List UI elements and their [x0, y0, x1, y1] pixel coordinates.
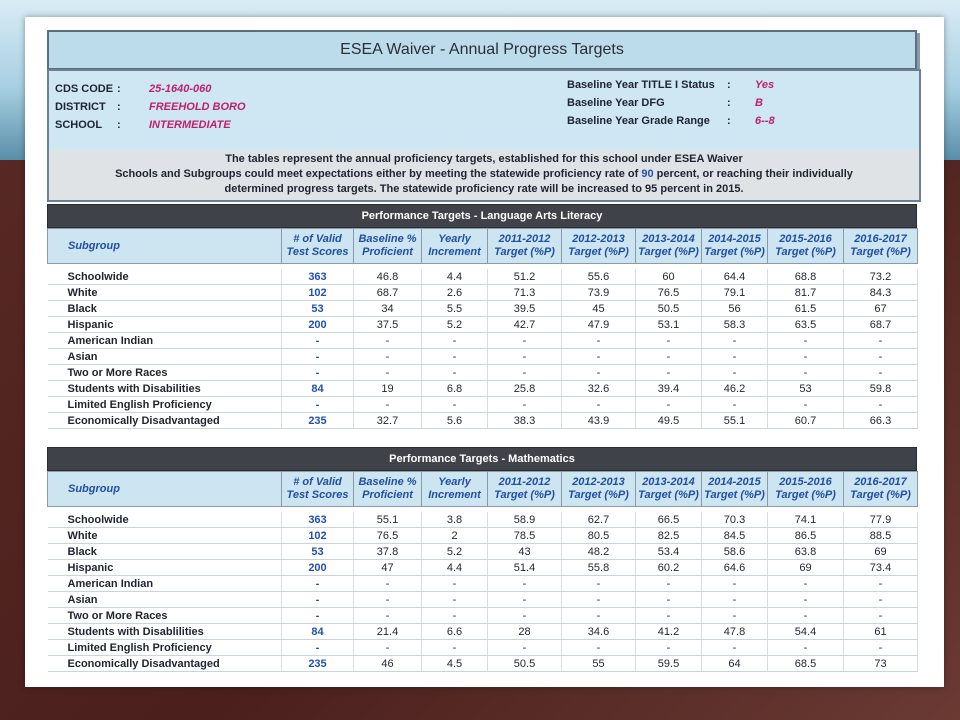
table-cell: -: [636, 349, 702, 365]
table-cell: 102: [282, 285, 354, 301]
table-cell: 55.6: [562, 269, 636, 285]
info-row-school: SCHOOL : INTERMEDIATE: [55, 119, 246, 137]
table-cell: 39.4: [636, 381, 702, 397]
table-cell: -: [562, 397, 636, 413]
table-cell: 5.2: [422, 317, 488, 333]
table-cell: -: [702, 608, 768, 624]
table-cell: -: [282, 592, 354, 608]
table-cell: 68.7: [354, 285, 422, 301]
table-cell: -: [282, 397, 354, 413]
table-cell: -: [562, 640, 636, 656]
math-header-row: [48, 472, 918, 507]
lal-col-header-0: Subgroup: [48, 229, 282, 264]
table-cell: -: [282, 333, 354, 349]
table-cell: 51.2: [488, 269, 562, 285]
table-cell: 76.5: [636, 285, 702, 301]
table-cell: 42.7: [488, 317, 562, 333]
table-cell: -: [702, 576, 768, 592]
table-cell: 41.2: [636, 624, 702, 640]
table-cell: -: [636, 608, 702, 624]
table-cell: -: [488, 640, 562, 656]
table-cell: 60.2: [636, 560, 702, 576]
cds-code-value: 25-1640-060: [149, 83, 212, 95]
table-cell: 68.7: [844, 317, 918, 333]
table-cell: 81.7: [768, 285, 844, 301]
table-cell: 102: [282, 528, 354, 544]
table-cell: 80.5: [562, 528, 636, 544]
table-cell: -: [562, 608, 636, 624]
table-cell: -: [844, 592, 918, 608]
table-cell: 62.7: [562, 512, 636, 528]
table-cell: -: [422, 397, 488, 413]
table-cell: 34.6: [562, 624, 636, 640]
lal-header-row: [48, 229, 918, 264]
math-col-header-2: Baseline % Proficient: [354, 472, 422, 507]
table-cell: 53: [768, 381, 844, 397]
table-cell: -: [354, 576, 422, 592]
table-cell: 235: [282, 413, 354, 429]
table-cell: 3.8: [422, 512, 488, 528]
math-targets-table: [47, 471, 918, 672]
table-cell: -: [562, 592, 636, 608]
table-cell: 235: [282, 656, 354, 672]
table-cell: -: [488, 592, 562, 608]
grade-range-value: 6--8: [755, 115, 775, 127]
table-cell: 84: [282, 381, 354, 397]
math-col-header-5: 2012-2013 Target (%P): [562, 472, 636, 507]
subgroup-name: Students with Disabilities: [48, 381, 282, 397]
table-cell: -: [844, 365, 918, 381]
table-cell: 69: [844, 544, 918, 560]
lal-col-header-1: # of Valid Test Scores: [282, 229, 354, 264]
table-cell: 66.3: [844, 413, 918, 429]
subgroup-name: Economically Disadvantaged: [48, 656, 282, 672]
page-title: ESEA Waiver - Annual Progress Targets: [47, 30, 917, 70]
table-cell: 69: [768, 560, 844, 576]
table-cell: -: [768, 592, 844, 608]
lal-col-header-6: 2013-2014 Target (%P): [636, 229, 702, 264]
table-cell: -: [422, 576, 488, 592]
subgroup-name: White: [48, 285, 282, 301]
table-cell: 363: [282, 512, 354, 528]
table-cell: 53.1: [636, 317, 702, 333]
table-row: [48, 608, 918, 624]
lal-table-heading: Performance Targets - Language Arts Literacy: [47, 204, 917, 228]
table-row: [48, 544, 918, 560]
table-row: [48, 397, 918, 413]
baseline-info: [567, 79, 775, 133]
table-cell: 6.8: [422, 381, 488, 397]
table-cell: -: [562, 576, 636, 592]
subgroup-name: Limited English Proficiency: [48, 640, 282, 656]
table-cell: -: [282, 608, 354, 624]
table-cell: -: [488, 397, 562, 413]
table-row: [48, 285, 918, 301]
table-cell: -: [562, 349, 636, 365]
math-table-heading: Performance Targets - Mathematics: [47, 447, 917, 471]
table-cell: 58.3: [702, 317, 768, 333]
table-cell: 32.6: [562, 381, 636, 397]
table-cell: -: [636, 592, 702, 608]
table-cell: -: [422, 365, 488, 381]
table-cell: 28: [488, 624, 562, 640]
table-cell: -: [488, 365, 562, 381]
table-cell: -: [768, 349, 844, 365]
table-row: [48, 365, 918, 381]
table-cell: 84: [282, 624, 354, 640]
table-cell: -: [422, 592, 488, 608]
table-row: [48, 624, 918, 640]
table-cell: -: [422, 349, 488, 365]
table-cell: -: [844, 640, 918, 656]
table-row: [48, 640, 918, 656]
table-cell: -: [282, 640, 354, 656]
lal-col-header-8: 2015-2016 Target (%P): [768, 229, 844, 264]
table-cell: 46: [354, 656, 422, 672]
table-cell: -: [768, 608, 844, 624]
table-cell: 73.2: [844, 269, 918, 285]
table-cell: 51.4: [488, 560, 562, 576]
table-cell: 200: [282, 560, 354, 576]
table-cell: 43.9: [562, 413, 636, 429]
table-cell: 64.6: [702, 560, 768, 576]
info-row-grade-range: Baseline Year Grade Range : 6--8: [567, 115, 775, 133]
table-cell: 4.4: [422, 560, 488, 576]
table-cell: -: [354, 640, 422, 656]
table-cell: 50.5: [488, 656, 562, 672]
table-row: [48, 333, 918, 349]
table-cell: 4.4: [422, 269, 488, 285]
table-cell: 53.4: [636, 544, 702, 560]
table-cell: -: [844, 397, 918, 413]
table-cell: 39.5: [488, 301, 562, 317]
lal-col-header-3: Yearly Increment: [422, 229, 488, 264]
table-cell: -: [702, 640, 768, 656]
table-cell: 4.5: [422, 656, 488, 672]
table-cell: -: [702, 365, 768, 381]
district-value: FREEHOLD BORO: [149, 101, 246, 113]
school-info-box: [47, 69, 921, 157]
table-cell: 5.6: [422, 413, 488, 429]
math-table-section: [47, 447, 917, 672]
table-cell: 55.1: [354, 512, 422, 528]
table-row: [48, 592, 918, 608]
table-cell: 53: [282, 301, 354, 317]
table-cell: 73.9: [562, 285, 636, 301]
math-col-header-6: 2013-2014 Target (%P): [636, 472, 702, 507]
lal-col-header-7: 2014-2015 Target (%P): [702, 229, 768, 264]
table-cell: -: [768, 397, 844, 413]
table-cell: 55.8: [562, 560, 636, 576]
subgroup-name: White: [48, 528, 282, 544]
table-cell: 2.6: [422, 285, 488, 301]
table-cell: 363: [282, 269, 354, 285]
table-cell: -: [844, 608, 918, 624]
table-cell: 5.5: [422, 301, 488, 317]
table-cell: 49.5: [636, 413, 702, 429]
table-row: [48, 301, 918, 317]
table-cell: -: [488, 576, 562, 592]
table-cell: 61: [844, 624, 918, 640]
table-row: [48, 381, 918, 397]
table-cell: 48.2: [562, 544, 636, 560]
lal-col-header-5: 2012-2013 Target (%P): [562, 229, 636, 264]
table-cell: 56: [702, 301, 768, 317]
table-row: [48, 317, 918, 333]
math-col-header-4: 2011-2012 Target (%P): [488, 472, 562, 507]
table-cell: 67: [844, 301, 918, 317]
table-cell: -: [768, 640, 844, 656]
subgroup-name: Black: [48, 544, 282, 560]
table-cell: 47: [354, 560, 422, 576]
table-cell: 73: [844, 656, 918, 672]
table-cell: 46.2: [702, 381, 768, 397]
subgroup-name: Economically Disadvantaged: [48, 413, 282, 429]
subgroup-name: Hispanic: [48, 560, 282, 576]
table-row: [48, 269, 918, 285]
info-row-title1: Baseline Year TITLE I Status : Yes: [567, 79, 775, 97]
table-cell: 2: [422, 528, 488, 544]
subgroup-name: Limited English Proficiency: [48, 397, 282, 413]
table-cell: -: [562, 365, 636, 381]
lal-col-header-2: Baseline % Proficient: [354, 229, 422, 264]
table-cell: 32.7: [354, 413, 422, 429]
table-cell: 19: [354, 381, 422, 397]
table-row: [48, 413, 918, 429]
table-cell: 53: [282, 544, 354, 560]
table-row: [48, 576, 918, 592]
table-cell: 60: [636, 269, 702, 285]
math-col-header-0: Subgroup: [48, 472, 282, 507]
table-cell: -: [636, 333, 702, 349]
school-value: INTERMEDIATE: [149, 119, 231, 131]
table-cell: 200: [282, 317, 354, 333]
table-cell: -: [636, 640, 702, 656]
table-cell: 5.2: [422, 544, 488, 560]
table-cell: -: [354, 608, 422, 624]
table-cell: 43: [488, 544, 562, 560]
table-cell: -: [702, 592, 768, 608]
table-cell: 34: [354, 301, 422, 317]
table-cell: 68.5: [768, 656, 844, 672]
math-col-header-7: 2014-2015 Target (%P): [702, 472, 768, 507]
table-cell: 79.1: [702, 285, 768, 301]
table-cell: 6.6: [422, 624, 488, 640]
table-cell: 45: [562, 301, 636, 317]
table-cell: 59.5: [636, 656, 702, 672]
table-cell: 88.5: [844, 528, 918, 544]
table-cell: 74.1: [768, 512, 844, 528]
math-col-header-9: 2016-2017 Target (%P): [844, 472, 918, 507]
table-cell: -: [702, 397, 768, 413]
table-cell: 64.4: [702, 269, 768, 285]
table-cell: -: [354, 365, 422, 381]
math-col-header-8: 2015-2016 Target (%P): [768, 472, 844, 507]
info-row-district: DISTRICT : FREEHOLD BORO: [55, 101, 246, 119]
table-cell: -: [768, 333, 844, 349]
subgroup-name: American Indian: [48, 576, 282, 592]
table-cell: -: [354, 397, 422, 413]
table-cell: 37.8: [354, 544, 422, 560]
math-col-header-3: Yearly Increment: [422, 472, 488, 507]
table-cell: 46.8: [354, 269, 422, 285]
table-cell: -: [422, 608, 488, 624]
table-row: [48, 512, 918, 528]
table-cell: 71.3: [488, 285, 562, 301]
table-cell: 70.3: [702, 512, 768, 528]
table-cell: -: [636, 576, 702, 592]
table-cell: 47.9: [562, 317, 636, 333]
table-cell: 63.8: [768, 544, 844, 560]
subgroup-name: American Indian: [48, 333, 282, 349]
table-cell: 50.5: [636, 301, 702, 317]
table-cell: 58.6: [702, 544, 768, 560]
subgroup-name: Two or More Races: [48, 365, 282, 381]
table-cell: -: [422, 333, 488, 349]
table-cell: -: [282, 349, 354, 365]
lal-col-header-4: 2011-2012 Target (%P): [488, 229, 562, 264]
table-cell: -: [768, 365, 844, 381]
table-cell: 54.4: [768, 624, 844, 640]
document-sheet: [25, 17, 944, 687]
table-cell: -: [488, 349, 562, 365]
title1-status-value: Yes: [755, 79, 775, 91]
table-cell: 77.9: [844, 512, 918, 528]
table-cell: -: [844, 349, 918, 365]
table-cell: 73.4: [844, 560, 918, 576]
table-cell: 68.8: [768, 269, 844, 285]
school-identity: [55, 83, 246, 137]
lal-targets-table: [47, 228, 918, 429]
table-cell: -: [282, 576, 354, 592]
statewide-rate: 90: [641, 168, 654, 180]
table-cell: -: [844, 576, 918, 592]
table-cell: 84.5: [702, 528, 768, 544]
table-cell: 55: [562, 656, 636, 672]
info-row-cds: CDS CODE : 25-1640-060: [55, 83, 246, 101]
table-cell: -: [636, 397, 702, 413]
table-cell: -: [354, 333, 422, 349]
table-cell: -: [844, 333, 918, 349]
table-cell: 47.8: [702, 624, 768, 640]
table-cell: 61.5: [768, 301, 844, 317]
subgroup-name: Black: [48, 301, 282, 317]
table-row: [48, 528, 918, 544]
table-cell: 84.3: [844, 285, 918, 301]
explanation-note: The tables represent the annual proficiency targets, established for this school under ESEA Waiver Schools and Subgroups could meet expectations either by meeting the statewide proficiency rate of 90 percent, or reaching their individually determined progress targets. The statewide proficiency rate will be increased to 95 percent in 2015.: [47, 150, 921, 202]
table-cell: 76.5: [354, 528, 422, 544]
table-cell: -: [488, 333, 562, 349]
subgroup-name: Students with Disablilities: [48, 624, 282, 640]
subgroup-name: Hispanic: [48, 317, 282, 333]
table-cell: -: [282, 365, 354, 381]
lal-table-section: [47, 204, 917, 429]
table-cell: -: [488, 608, 562, 624]
info-row-dfg: Baseline Year DFG : B: [567, 97, 775, 115]
lal-col-header-9: 2016-2017 Target (%P): [844, 229, 918, 264]
table-cell: 21.4: [354, 624, 422, 640]
table-row: [48, 349, 918, 365]
subgroup-name: Two or More Races: [48, 608, 282, 624]
table-cell: -: [702, 349, 768, 365]
table-cell: 63.5: [768, 317, 844, 333]
table-cell: -: [354, 349, 422, 365]
table-cell: -: [702, 333, 768, 349]
table-cell: -: [636, 365, 702, 381]
table-cell: -: [422, 640, 488, 656]
table-cell: 25.8: [488, 381, 562, 397]
table-cell: -: [354, 592, 422, 608]
table-cell: 60.7: [768, 413, 844, 429]
table-cell: 58.9: [488, 512, 562, 528]
table-row: [48, 560, 918, 576]
table-cell: 59.8: [844, 381, 918, 397]
math-col-header-1: # of Valid Test Scores: [282, 472, 354, 507]
subgroup-name: Asian: [48, 349, 282, 365]
table-cell: -: [768, 576, 844, 592]
table-cell: 66.5: [636, 512, 702, 528]
table-cell: 78.5: [488, 528, 562, 544]
table-cell: 82.5: [636, 528, 702, 544]
dfg-value: B: [755, 97, 763, 109]
table-row: [48, 656, 918, 672]
subgroup-name: Asian: [48, 592, 282, 608]
table-cell: 37.5: [354, 317, 422, 333]
subgroup-name: Schoolwide: [48, 512, 282, 528]
table-cell: 38.3: [488, 413, 562, 429]
table-cell: 86.5: [768, 528, 844, 544]
table-cell: 55.1: [702, 413, 768, 429]
subgroup-name: Schoolwide: [48, 269, 282, 285]
table-cell: 64: [702, 656, 768, 672]
table-cell: -: [562, 333, 636, 349]
